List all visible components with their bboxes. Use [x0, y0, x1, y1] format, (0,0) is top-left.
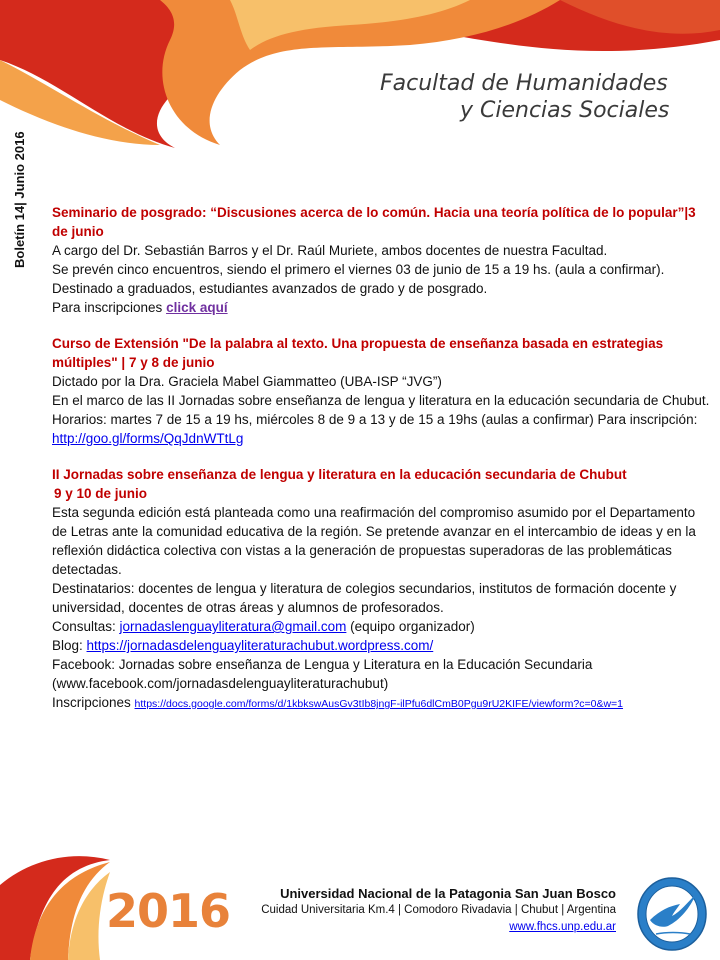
- blog-line: [52, 636, 712, 655]
- website-link[interactable]: www.fhcs.unp.edu.ar: [509, 921, 616, 933]
- inscription-line: [52, 298, 712, 317]
- footer-year: 2016: [106, 884, 231, 938]
- university-name: Universidad Nacional de la Patagonia San Juan Bosco: [280, 886, 616, 901]
- section-line: Dictado por la Dra. Graciela Mabel Giammatteo (UBA-ISP “JVG”): [52, 374, 442, 389]
- section-title: Seminario de posgrado: “Discusiones acerca de lo común. Hacia una teoría política de lo popular”|3 de junio: [52, 205, 696, 239]
- section-body-text: En el marco de las II Jornadas sobre enseñanza de lengua y literatura en la educación secundaria de Chubut. Horarios: martes 7 de 15 a 19 hs, miércoles 8 de 9 a 13 y de 15 a 19hs (aulas a confirmar) Para inscripción:: [52, 393, 710, 427]
- consultas-suffix: (equipo organizador): [346, 619, 475, 634]
- email-link[interactable]: jornadaslenguayliteratura@gmail.com: [119, 619, 347, 634]
- university-address: Cuidad Universitaria Km.4 | Comodoro Rivadavia | Chubut | Argentina: [261, 904, 616, 916]
- faculty-title-line1: Facultad de Humanidades: [380, 71, 668, 96]
- footer-wave-graphic: [0, 850, 120, 960]
- inscription-form-link[interactable]: http://goo.gl/forms/QqJdnWTtLg: [52, 431, 244, 446]
- faculty-title-line2: y Ciencias Sociales: [460, 98, 670, 123]
- bulletin-side-label: Boletín 14| Junio 2016: [12, 131, 27, 268]
- section-jornadas: [52, 465, 712, 714]
- consultas-line: [52, 617, 712, 636]
- inscripciones-line: [52, 693, 712, 714]
- faculty-title: [380, 70, 700, 124]
- section-body: [52, 391, 712, 448]
- click-here-link[interactable]: click aquí: [166, 300, 228, 315]
- section-line: A cargo del Dr. Sebastián Barros y el Dr. Raúl Muriete, ambos docentes de nuestra Facultad.: [52, 243, 608, 258]
- section-title: Curso de Extensión "De la palabra al texto. Una propuesta de enseñanza basada en estrategias múltiples" | 7 y 8 de junio: [52, 336, 664, 370]
- inscripciones-label: Inscripciones: [52, 695, 135, 710]
- facebook-line: Facebook: Jornadas sobre enseñanza de Lengua y Literatura en la Educación Secundaria (www.facebook.com/jornadasdelenguayliteraturachubut): [52, 657, 593, 691]
- section-curso-extension: [52, 334, 712, 448]
- university-seal-logo: [636, 876, 708, 952]
- section-line: Se prevén cinco encuentros, siendo el primero el viernes 03 de junio de 15 a 19 hs. (aula a confirmar). Destinado a graduados, estudiantes avanzados de grado y de posgrado.: [52, 262, 665, 296]
- section-title: II Jornadas sobre enseñanza de lengua y literatura en la educación secundaria de Chubut: [52, 467, 627, 482]
- footer-info: [230, 885, 616, 936]
- section-date: 9 y 10 de junio: [54, 486, 148, 501]
- google-form-link[interactable]: https://docs.google.com/forms/d/1kbkswAusGv3tIb8jngF-ilPfu6dlCmB0Pgu9rU2KIFE/viewform?c=0&w=1: [134, 698, 624, 710]
- blog-link[interactable]: https://jornadasdelenguayliteraturachubut.wordpress.com/: [86, 638, 434, 653]
- section-paragraph: Destinatarios: docentes de lengua y literatura de colegios secundarios, institutos de formación docente y universidad, docentes de otras áreas y alumnos de profesorados.: [52, 581, 677, 615]
- section-paragraph: Esta segunda edición está planteada como una reafirmación del compromiso asumido por el Departamento de Letras ante la comunidad educativa de la región. Se pretende avanzar en el intercambio de ideas y en la reflexión didáctica colectiva con vistas a la generación de propuestas superadoras de las problemáticas detectadas.: [52, 505, 696, 577]
- blog-label: Blog:: [52, 638, 87, 653]
- bulletin-content: [52, 203, 712, 731]
- section-seminario: [52, 203, 712, 317]
- inscription-prefix: Para inscripciones: [52, 300, 167, 315]
- consultas-label: Consultas:: [52, 619, 120, 634]
